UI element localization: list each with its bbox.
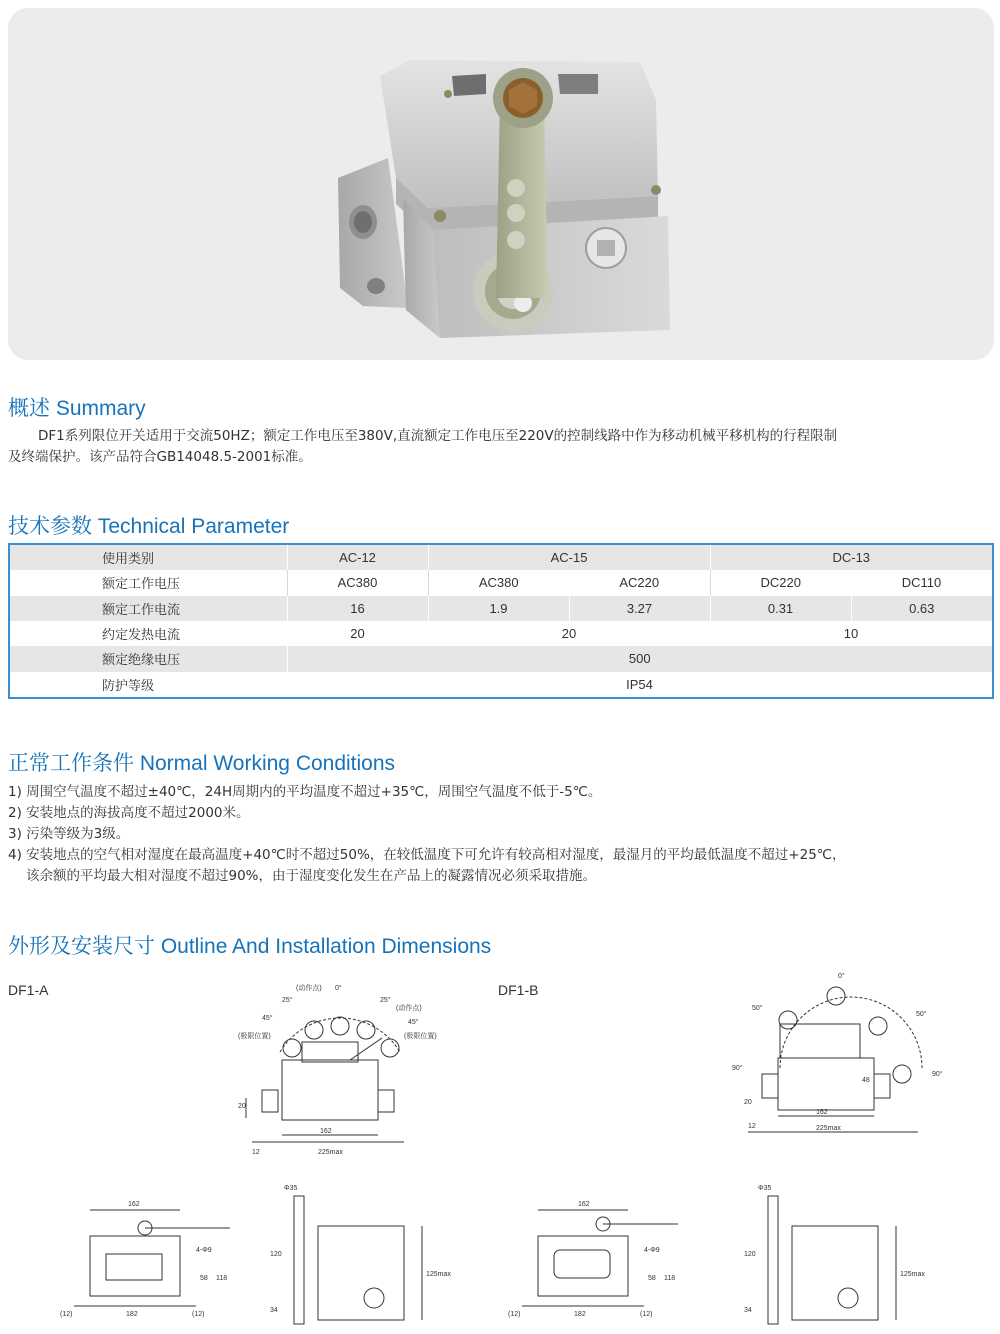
df1a-side-drawing <box>262 1166 452 1326</box>
list-item: 1) 周围空气温度不超过±40℃，24H周期内的平均温度不超过+35℃，周围空气温度不低于-5℃。 <box>8 784 602 800</box>
cell-value: IP54 <box>626 676 653 692</box>
row-thermal <box>10 621 992 646</box>
dimension-label: 225max <box>816 1125 841 1132</box>
dimension-label: 125max <box>426 1271 451 1278</box>
dimension-label: (12) <box>192 1311 205 1318</box>
action-point-label: (动作点) <box>396 1005 422 1012</box>
cell-value: AC220 <box>569 570 710 595</box>
dimension-label: 162 <box>578 1201 590 1208</box>
dimension-label: 118 <box>664 1275 676 1282</box>
model-b-label: DF1-B <box>498 982 539 998</box>
cell-value: 16 <box>287 596 428 621</box>
angle-label: 50° <box>916 1011 927 1018</box>
row-category <box>10 545 992 570</box>
tech-parameter-table <box>8 543 994 699</box>
dimension-label: 20 <box>744 1099 752 1106</box>
dimension-label: 162 <box>816 1109 828 1116</box>
dimension-label: 12 <box>252 1149 260 1156</box>
dimension-label: 58 <box>648 1275 656 1282</box>
limit-position-label: (极限位置) <box>238 1033 271 1040</box>
dimension-label: 120 <box>744 1251 756 1258</box>
angle-label: 45° <box>408 1019 419 1026</box>
row-insulation <box>10 646 992 671</box>
cell-label: 额定绝缘电压 <box>10 646 287 671</box>
df1a-base-drawing <box>60 1188 240 1328</box>
summary-heading: 概述 Summary <box>8 397 146 420</box>
dimension-label: 162 <box>320 1128 332 1135</box>
list-item-continuation: 该余额的平均最大相对湿度不超过90%，由于湿度变化发生在产品上的凝露情况必须采取措施。 <box>26 868 597 884</box>
cell-label: 防护等级 <box>102 677 155 693</box>
dimension-label: 34 <box>744 1307 752 1314</box>
product-photo-panel <box>8 8 994 360</box>
dimension-label: 4-Φ9 <box>196 1247 212 1254</box>
tech-heading: 技术参数 Technical Parameter <box>8 515 290 538</box>
cell-value: AC380 <box>287 570 428 595</box>
outline-heading: 外形及安装尺寸 Outline And Installation Dimensions <box>8 935 492 958</box>
cell-value: 1.9 <box>428 596 569 621</box>
dimension-label: 118 <box>216 1275 228 1282</box>
cell-value: 0.63 <box>851 596 992 621</box>
conditions-heading: 正常工作条件 Normal Working Conditions <box>8 752 396 775</box>
cell-value: 20 <box>350 626 365 642</box>
df1b-front-drawing <box>728 968 948 1148</box>
dimension-label: 120 <box>270 1251 282 1258</box>
dimension-label: Φ35 <box>284 1185 298 1192</box>
cell-value: 0.31 <box>710 596 851 621</box>
angle-label: 0° <box>335 985 342 992</box>
list-item <box>8 845 998 887</box>
dimension-label: Φ35 <box>758 1185 772 1192</box>
angle-label: 25° <box>380 997 391 1004</box>
angle-label: 45° <box>262 1015 273 1022</box>
angle-label: 25° <box>282 997 293 1004</box>
list-item: 3) 污染等级为3级。 <box>8 826 130 842</box>
cell-value: 10 <box>843 626 859 642</box>
cell-label: 使用类别 <box>10 545 287 570</box>
dimension-label: 125max <box>900 1271 925 1278</box>
cell-value: 3.27 <box>569 596 710 621</box>
row-voltage <box>10 570 992 595</box>
dimension-label: 20 <box>238 1103 246 1110</box>
angle-label: 90° <box>732 1065 743 1072</box>
angle-label: 90° <box>932 1071 943 1078</box>
angle-label: 0° <box>838 973 845 980</box>
dimension-label: 58 <box>200 1275 208 1282</box>
list-item-text: 4) 安装地点的空气相对湿度在最高温度+40℃时不超过50%，在较低温度下可允许有较高相对湿度，最湿月的平均最低温度不超过+25℃， <box>8 847 846 863</box>
conditions-list <box>8 782 998 887</box>
limit-position-label: (极限位置) <box>404 1033 437 1040</box>
row-current <box>10 596 992 621</box>
cell-value: DC220 <box>760 575 801 591</box>
dimension-label: 34 <box>270 1307 278 1314</box>
cell-value: DC110 <box>901 575 942 591</box>
dimension-label: (12) <box>640 1311 653 1318</box>
cell-ac15: AC-15 <box>428 545 710 570</box>
summary-line-1: DF1系列限位开关适用于交流50HZ；额定工作电压至380V,直流额定工作电压至220V的控制线路中作为移动机械平移机构的行程限制 <box>38 428 838 444</box>
row-protection <box>10 672 992 697</box>
df1b-side-drawing <box>736 1166 926 1326</box>
angle-label: 50° <box>752 1005 763 1012</box>
cell-label: 约定发热电流 <box>102 627 181 643</box>
cell-label: 额定工作电压 <box>10 570 287 595</box>
dimension-label: (12) <box>60 1311 73 1318</box>
dimension-label: 162 <box>128 1201 140 1208</box>
dimension-label: 182 <box>126 1311 138 1318</box>
dimension-label: 12 <box>748 1123 756 1130</box>
dimension-label: 182 <box>574 1311 586 1318</box>
cell-value: AC380 <box>478 575 519 591</box>
summary-text <box>8 426 998 468</box>
cell-value: 500 <box>287 646 992 671</box>
dimension-label: 4-Φ9 <box>644 1247 660 1254</box>
cell-value: 20 <box>561 626 577 642</box>
dimension-label: 48 <box>862 1077 870 1084</box>
dimension-label: (12) <box>508 1311 521 1318</box>
model-a-label: DF1-A <box>8 982 49 998</box>
cell-label: 额定工作电流 <box>10 596 287 621</box>
df1b-base-drawing <box>508 1188 688 1328</box>
action-point-label: (动作点) <box>296 985 322 992</box>
limit-switch-photo <box>8 8 994 360</box>
cell-dc13: DC-13 <box>710 545 992 570</box>
dimension-label: 225max <box>318 1149 343 1156</box>
df1a-front-drawing <box>232 980 452 1165</box>
list-item: 2) 安装地点的海拔高度不超过2000米。 <box>8 805 250 821</box>
summary-line-2: 及终端保护。该产品符合GB14048.5-2001标准。 <box>8 449 312 465</box>
cell-ac12: AC-12 <box>287 545 428 570</box>
